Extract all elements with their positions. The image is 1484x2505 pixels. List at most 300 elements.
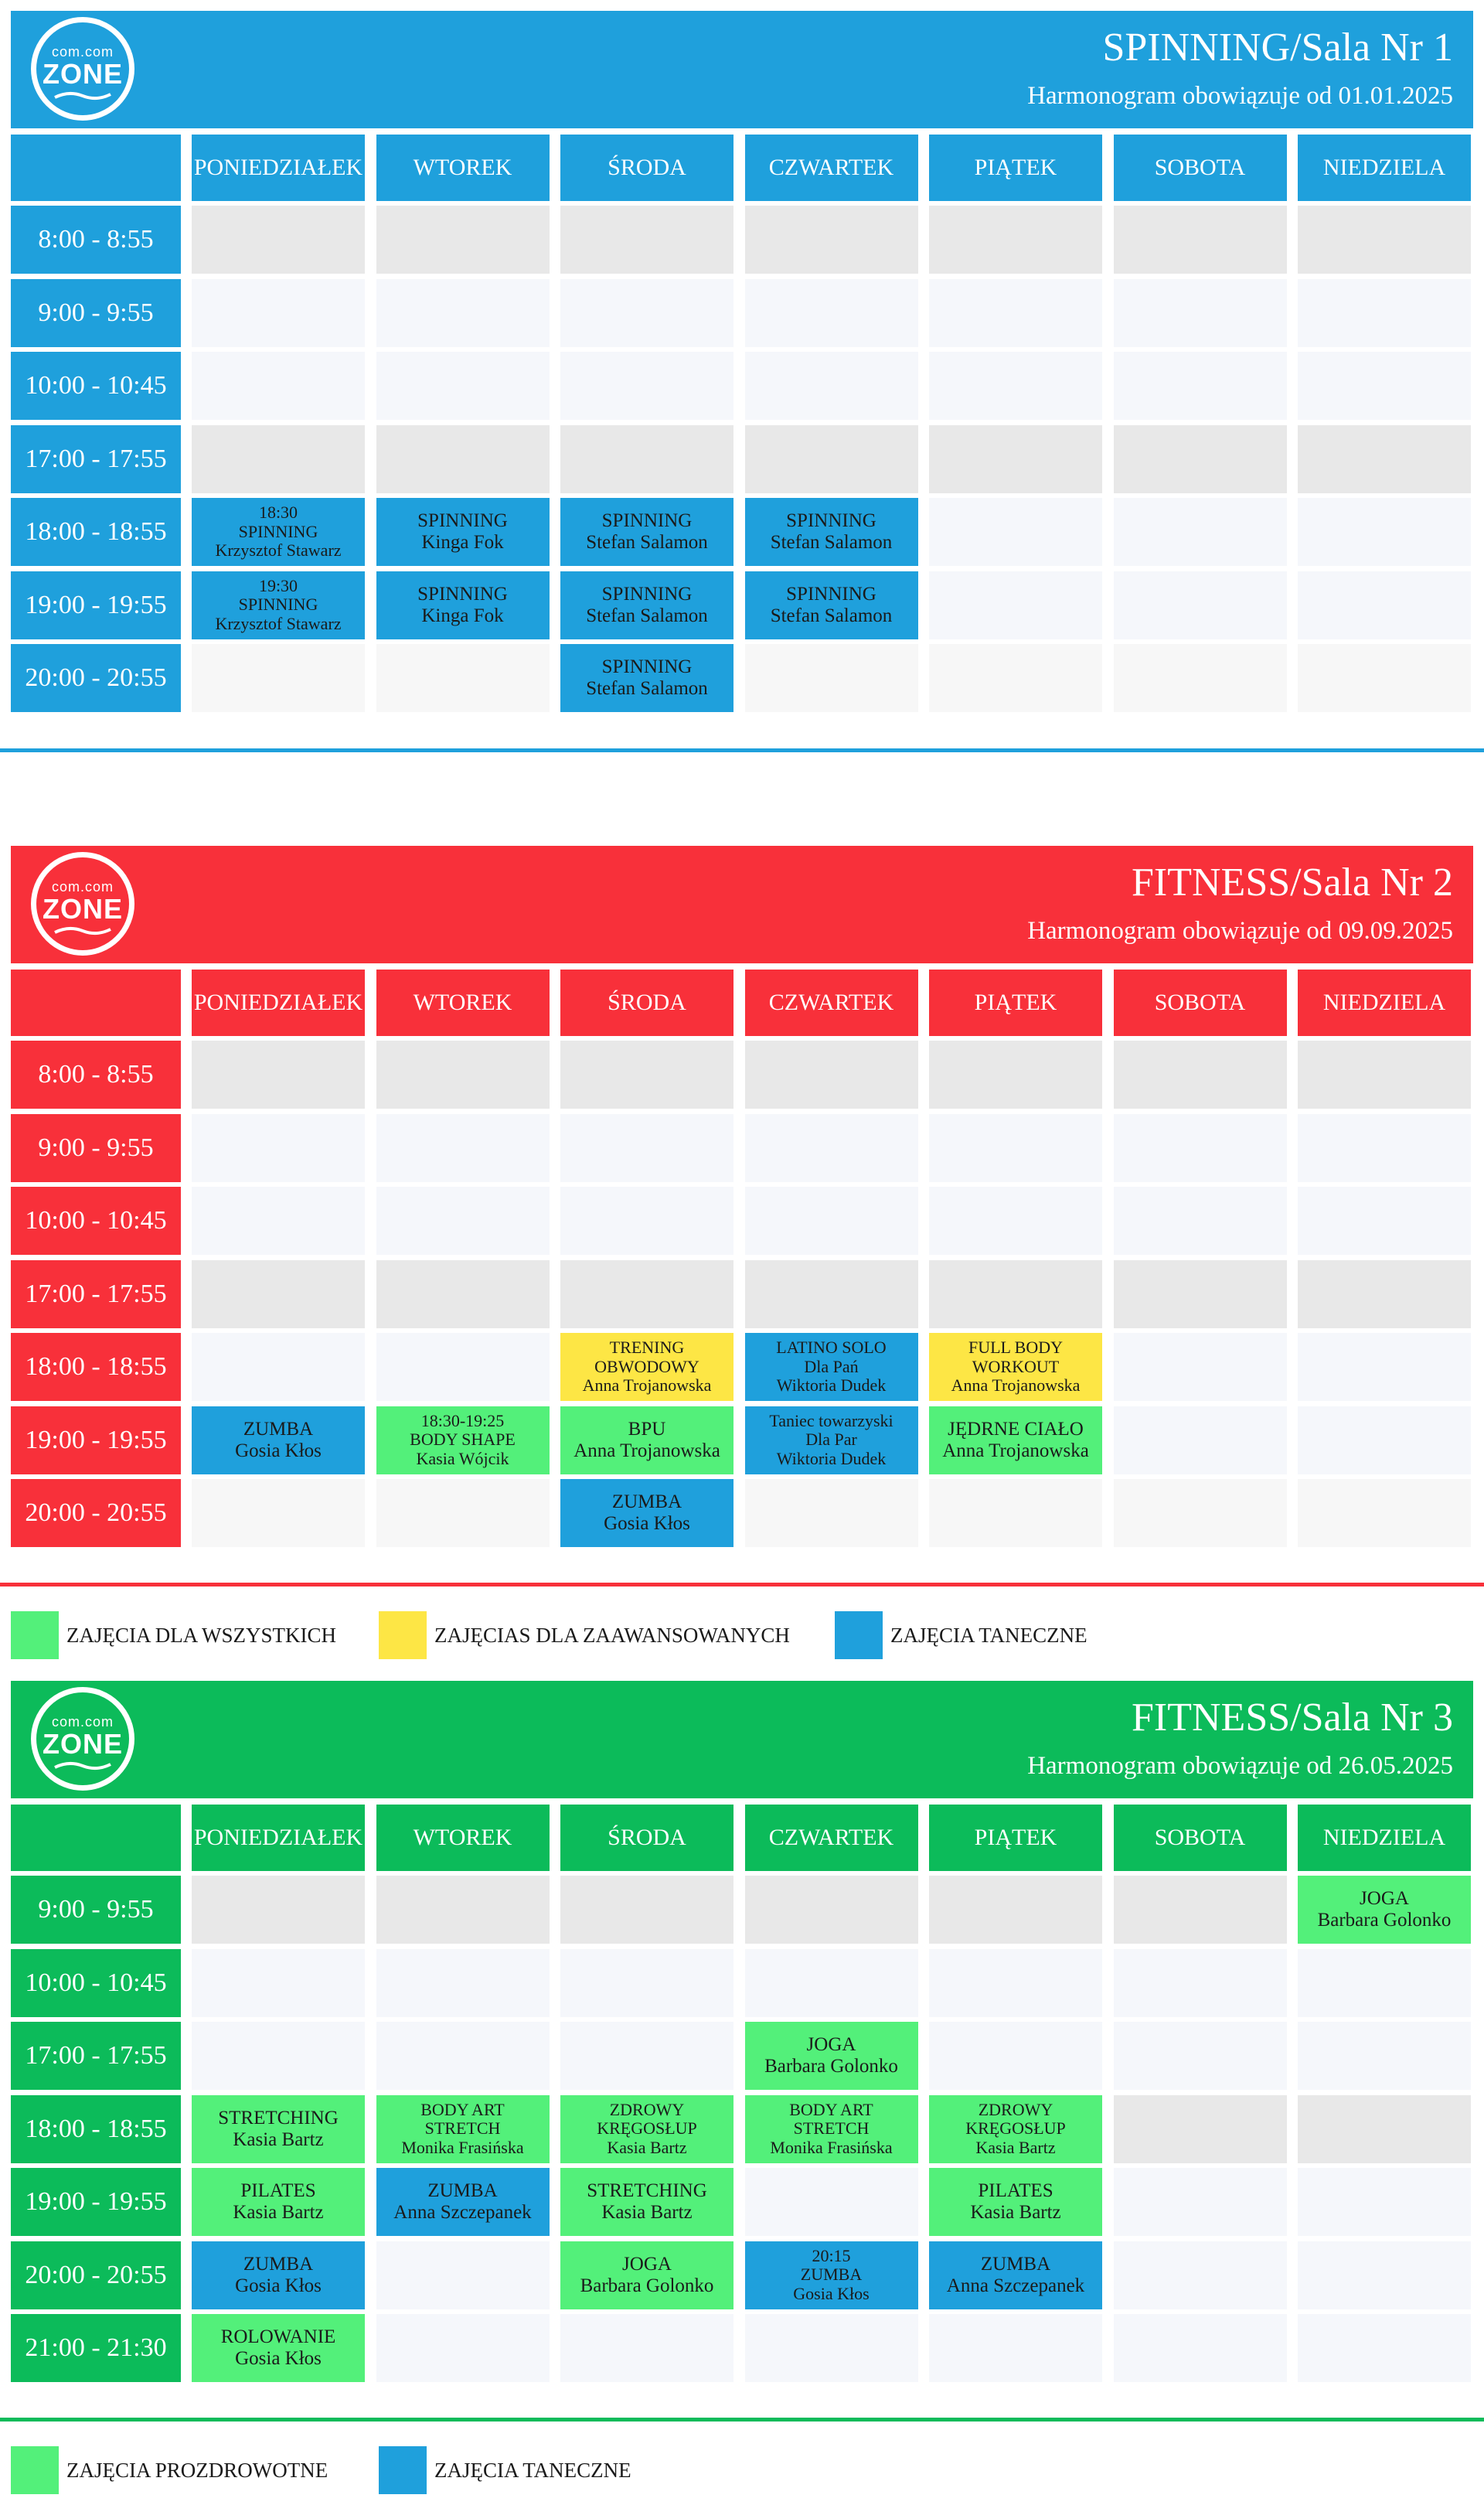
empty-slot bbox=[1114, 2022, 1287, 2090]
class-entry[interactable] bbox=[192, 1406, 365, 1474]
empty-slot bbox=[192, 1114, 365, 1182]
day-header-5: SOBOTA bbox=[1114, 970, 1287, 1036]
empty-slot bbox=[560, 1260, 733, 1328]
empty-slot bbox=[1114, 2095, 1287, 2163]
time-slot: 20:00 - 20:55 bbox=[11, 1479, 181, 1547]
instructor-name: Anna Szczepanek bbox=[393, 2202, 532, 2223]
time-slot: 18:00 - 18:55 bbox=[11, 1333, 181, 1401]
class-detail: OBWODOWY bbox=[594, 1356, 699, 1376]
instructor-name: Stefan Salamon bbox=[586, 678, 708, 699]
empty-slot bbox=[745, 206, 918, 274]
class-entry[interactable] bbox=[376, 498, 550, 566]
class-name: BODY ART bbox=[789, 2099, 873, 2119]
empty-slot bbox=[929, 2314, 1102, 2382]
logo-text-zone: ZONE bbox=[42, 58, 123, 90]
time-slot: 8:00 - 8:55 bbox=[11, 206, 181, 274]
empty-slot bbox=[1114, 2314, 1287, 2382]
empty-slot bbox=[376, 1041, 550, 1109]
day-header-4: PIĄTEK bbox=[929, 135, 1102, 201]
empty-slot bbox=[929, 644, 1102, 712]
empty-slot bbox=[1114, 2168, 1287, 2236]
class-name: 18:30-19:25 bbox=[420, 1410, 505, 1430]
time-slot: 18:00 - 18:55 bbox=[11, 498, 181, 566]
legend-swatch bbox=[379, 2446, 427, 2494]
class-name: PILATES bbox=[978, 2180, 1053, 2201]
empty-slot bbox=[1298, 498, 1471, 566]
instructor-name: Kasia Bartz bbox=[970, 2202, 1061, 2223]
empty-slot bbox=[745, 1260, 918, 1328]
logo-text-zone: ZONE bbox=[42, 893, 123, 925]
empty-slot bbox=[192, 206, 365, 274]
instructor-name: Gosia Kłos bbox=[235, 2275, 322, 2296]
class-detail: SPINNING bbox=[238, 521, 318, 541]
zone-logo bbox=[31, 852, 134, 956]
empty-slot bbox=[376, 644, 550, 712]
class-name: BODY ART bbox=[420, 2099, 505, 2119]
class-entry[interactable] bbox=[560, 2095, 733, 2163]
class-entry[interactable] bbox=[192, 571, 365, 639]
class-detail: ZUMBA bbox=[800, 2265, 863, 2285]
time-slot: 17:00 - 17:55 bbox=[11, 1260, 181, 1328]
class-name: ZUMBA bbox=[243, 1418, 314, 1440]
empty-slot bbox=[560, 1949, 733, 2017]
class-entry[interactable] bbox=[376, 2095, 550, 2163]
empty-slot bbox=[929, 498, 1102, 566]
class-entry[interactable] bbox=[929, 2168, 1102, 2236]
day-header-corner bbox=[11, 1805, 181, 1871]
empty-slot bbox=[1114, 571, 1287, 639]
class-entry[interactable] bbox=[560, 571, 733, 639]
empty-slot bbox=[1114, 2241, 1287, 2309]
empty-slot bbox=[745, 1187, 918, 1255]
empty-slot bbox=[929, 1114, 1102, 1182]
instructor-name: Anna Trojanowska bbox=[582, 1375, 712, 1396]
empty-slot bbox=[192, 1041, 365, 1109]
class-entry[interactable] bbox=[192, 2168, 365, 2236]
instructor-name: Anna Trojanowska bbox=[951, 1375, 1081, 1396]
empty-slot bbox=[1114, 352, 1287, 420]
empty-slot bbox=[376, 1260, 550, 1328]
instructor-name: Barbara Golonko bbox=[1317, 1910, 1452, 1931]
logo-text-zone: ZONE bbox=[42, 1728, 123, 1760]
class-name: 19:30 bbox=[258, 575, 298, 595]
section-divider bbox=[0, 2418, 1484, 2422]
day-header-4: PIĄTEK bbox=[929, 970, 1102, 1036]
empty-slot bbox=[745, 1041, 918, 1109]
class-name: STRETCHING bbox=[587, 2180, 707, 2201]
class-name: Taniec towarzyski bbox=[769, 1410, 893, 1430]
class-detail: BODY SHAPE bbox=[410, 1430, 516, 1450]
day-header-corner bbox=[11, 135, 181, 201]
schedule-header bbox=[11, 846, 1473, 963]
class-entry[interactable] bbox=[745, 2241, 918, 2309]
empty-slot bbox=[1114, 1114, 1287, 1182]
class-name: ZUMBA bbox=[427, 2180, 498, 2201]
class-name: ZDROWY bbox=[978, 2099, 1053, 2119]
instructor-name: Kasia Wójcik bbox=[416, 1448, 509, 1468]
empty-slot bbox=[560, 1041, 733, 1109]
legend-swatch bbox=[379, 1611, 427, 1659]
instructor-name: Stefan Salamon bbox=[770, 532, 893, 553]
empty-slot bbox=[1298, 206, 1471, 274]
empty-slot bbox=[1298, 2314, 1471, 2382]
class-entry[interactable] bbox=[1298, 1876, 1471, 1944]
empty-slot bbox=[192, 644, 365, 712]
empty-slot bbox=[1298, 2168, 1471, 2236]
instructor-name: Gosia Kłos bbox=[604, 1513, 690, 1534]
empty-slot bbox=[560, 2022, 733, 2090]
time-slot: 20:00 - 20:55 bbox=[11, 2241, 181, 2309]
time-slot: 19:00 - 19:55 bbox=[11, 2168, 181, 2236]
empty-slot bbox=[1298, 571, 1471, 639]
time-slot: 18:00 - 18:55 bbox=[11, 2095, 181, 2163]
class-name: JOGA bbox=[622, 2253, 672, 2275]
day-header-6: NIEDZIELA bbox=[1298, 970, 1471, 1036]
empty-slot bbox=[1114, 498, 1287, 566]
instructor-name: Wiktoria Dudek bbox=[776, 1375, 887, 1396]
empty-slot bbox=[192, 279, 365, 347]
class-entry[interactable] bbox=[192, 2095, 365, 2163]
schedule-title: FITNESS/Sala Nr 3 bbox=[1132, 1696, 1453, 1740]
class-detail: STRETCH bbox=[793, 2118, 870, 2139]
time-slot: 9:00 - 9:55 bbox=[11, 279, 181, 347]
empty-slot bbox=[1114, 279, 1287, 347]
empty-slot bbox=[376, 425, 550, 493]
schedule-sala1 bbox=[0, 0, 1484, 835]
empty-slot bbox=[929, 206, 1102, 274]
logo-text-small: com.com bbox=[51, 44, 114, 60]
instructor-name: Gosia Kłos bbox=[793, 2283, 870, 2303]
empty-slot bbox=[929, 352, 1102, 420]
empty-slot bbox=[929, 571, 1102, 639]
empty-slot bbox=[1114, 644, 1287, 712]
class-entry[interactable] bbox=[192, 2314, 365, 2382]
empty-slot bbox=[929, 2022, 1102, 2090]
day-header-3: CZWARTEK bbox=[745, 970, 918, 1036]
empty-slot bbox=[1114, 1876, 1287, 1944]
class-entry[interactable] bbox=[929, 1333, 1102, 1401]
instructor-name: Stefan Salamon bbox=[770, 605, 893, 626]
instructor-name: Kasia Bartz bbox=[607, 2137, 687, 2157]
instructor-name: Stefan Salamon bbox=[586, 532, 708, 553]
day-header-6: NIEDZIELA bbox=[1298, 135, 1471, 201]
schedule-title: FITNESS/Sala Nr 2 bbox=[1132, 861, 1453, 905]
class-name: SPINNING bbox=[417, 510, 508, 531]
legend-swatch bbox=[835, 1611, 883, 1659]
schedule-valid-from: Harmonogram obowiązuje od 26.05.2025 bbox=[1027, 1752, 1453, 1780]
class-entry[interactable] bbox=[929, 2095, 1102, 2163]
empty-slot bbox=[376, 2022, 550, 2090]
instructor-name: Krzysztof Stawarz bbox=[215, 613, 342, 633]
section-divider bbox=[0, 748, 1484, 752]
schedule-title: SPINNING/Sala Nr 1 bbox=[1102, 26, 1453, 70]
empty-slot bbox=[745, 1876, 918, 1944]
empty-slot bbox=[1114, 1949, 1287, 2017]
class-name: LATINO SOLO bbox=[776, 1338, 887, 1358]
empty-slot bbox=[376, 1114, 550, 1182]
class-name: SPINNING bbox=[601, 583, 693, 605]
class-name: ZUMBA bbox=[611, 1491, 682, 1512]
class-entry[interactable] bbox=[929, 2241, 1102, 2309]
class-name: JOGA bbox=[1360, 1888, 1409, 1909]
class-entry[interactable] bbox=[376, 1406, 550, 1474]
class-name: ZUMBA bbox=[980, 2253, 1051, 2275]
class-entry[interactable] bbox=[192, 2241, 365, 2309]
class-detail: WORKOUT bbox=[972, 1356, 1060, 1376]
day-header-0: PONIEDZIAŁEK bbox=[192, 1805, 365, 1871]
instructor-name: Kasia Bartz bbox=[975, 2137, 1056, 2157]
class-name: ZUMBA bbox=[243, 2253, 314, 2275]
time-slot: 19:00 - 19:55 bbox=[11, 571, 181, 639]
class-entry[interactable] bbox=[745, 2095, 918, 2163]
legend-label: ZAJĘCIAS DLA ZAAWANSOWANYCH bbox=[434, 1624, 790, 1647]
instructor-name: Gosia Kłos bbox=[235, 1440, 322, 1461]
empty-slot bbox=[376, 2241, 550, 2309]
instructor-name: Kasia Bartz bbox=[233, 2128, 324, 2150]
time-slot: 9:00 - 9:55 bbox=[11, 1876, 181, 1944]
class-entry[interactable] bbox=[560, 2241, 733, 2309]
day-header-5: SOBOTA bbox=[1114, 1805, 1287, 1871]
legend-label: ZAJĘCIA TANECZNE bbox=[890, 1624, 1087, 1647]
class-name: STRETCHING bbox=[218, 2107, 339, 2128]
empty-slot bbox=[1298, 1479, 1471, 1547]
empty-slot bbox=[1114, 206, 1287, 274]
time-slot: 10:00 - 10:45 bbox=[11, 1187, 181, 1255]
time-slot: 17:00 - 17:55 bbox=[11, 2022, 181, 2090]
empty-slot bbox=[376, 2314, 550, 2382]
section-divider bbox=[0, 1583, 1484, 1586]
empty-slot bbox=[929, 1041, 1102, 1109]
class-name: FULL BODY bbox=[968, 1338, 1064, 1358]
class-entry[interactable] bbox=[929, 1406, 1102, 1474]
class-name: 20:15 bbox=[812, 2245, 851, 2265]
class-entry[interactable] bbox=[745, 2022, 918, 2090]
class-entry[interactable] bbox=[745, 1406, 918, 1474]
class-name: SPINNING bbox=[417, 583, 508, 605]
empty-slot bbox=[929, 1479, 1102, 1547]
instructor-name: Gosia Kłos bbox=[235, 2348, 322, 2369]
empty-slot bbox=[560, 206, 733, 274]
empty-slot bbox=[745, 1949, 918, 2017]
class-entry[interactable] bbox=[376, 2168, 550, 2236]
empty-slot bbox=[929, 1876, 1102, 1944]
empty-slot bbox=[192, 1333, 365, 1401]
empty-slot bbox=[1298, 1260, 1471, 1328]
empty-slot bbox=[192, 2022, 365, 2090]
empty-slot bbox=[1298, 425, 1471, 493]
schedule-header bbox=[11, 1681, 1473, 1798]
class-name: 18:30 bbox=[258, 503, 298, 523]
class-detail: Dla Pań bbox=[804, 1356, 859, 1376]
empty-slot bbox=[1114, 1187, 1287, 1255]
instructor-name: Barbara Golonko bbox=[764, 2056, 898, 2077]
class-detail: KRĘGOSŁUP bbox=[597, 2118, 697, 2139]
empty-slot bbox=[376, 1479, 550, 1547]
legend-swatch bbox=[11, 1611, 59, 1659]
class-detail: SPINNING bbox=[238, 595, 318, 615]
day-header-1: WTOREK bbox=[376, 1805, 550, 1871]
legend-label: ZAJĘCIA DLA WSZYSTKICH bbox=[66, 1624, 337, 1647]
instructor-name: Kasia Bartz bbox=[601, 2202, 693, 2223]
class-entry[interactable] bbox=[560, 644, 733, 712]
time-slot: 21:00 - 21:30 bbox=[11, 2314, 181, 2382]
empty-slot bbox=[192, 425, 365, 493]
empty-slot bbox=[745, 425, 918, 493]
zone-logo bbox=[31, 17, 134, 121]
day-header-0: PONIEDZIAŁEK bbox=[192, 135, 365, 201]
time-slot: 9:00 - 9:55 bbox=[11, 1114, 181, 1182]
instructor-name: Stefan Salamon bbox=[586, 605, 708, 626]
empty-slot bbox=[192, 1187, 365, 1255]
legend-label: ZAJĘCIA TANECZNE bbox=[434, 2459, 631, 2482]
empty-slot bbox=[192, 1260, 365, 1328]
empty-slot bbox=[1298, 1406, 1471, 1474]
empty-slot bbox=[1114, 1479, 1287, 1547]
instructor-name: Kinga Fok bbox=[421, 605, 504, 626]
empty-slot bbox=[745, 2168, 918, 2236]
class-name: SPINNING bbox=[786, 510, 876, 531]
class-entry[interactable] bbox=[560, 1406, 733, 1474]
class-name: TRENING bbox=[609, 1338, 685, 1358]
empty-slot bbox=[192, 352, 365, 420]
schedule-valid-from: Harmonogram obowiązuje od 01.01.2025 bbox=[1027, 82, 1453, 110]
empty-slot bbox=[192, 1949, 365, 2017]
empty-slot bbox=[376, 1949, 550, 2017]
class-name: PILATES bbox=[240, 2180, 316, 2201]
empty-slot bbox=[376, 1333, 550, 1401]
instructor-name: Barbara Golonko bbox=[580, 2275, 714, 2296]
instructor-name: Monika Frasińska bbox=[770, 2137, 893, 2157]
empty-slot bbox=[1298, 1041, 1471, 1109]
empty-slot bbox=[560, 425, 733, 493]
day-header-0: PONIEDZIAŁEK bbox=[192, 970, 365, 1036]
logo-wave-icon bbox=[53, 90, 112, 101]
empty-slot bbox=[560, 1114, 733, 1182]
empty-slot bbox=[745, 279, 918, 347]
schedule-sala3 bbox=[0, 1670, 1484, 2505]
empty-slot bbox=[560, 1876, 733, 1944]
time-slot: 17:00 - 17:55 bbox=[11, 425, 181, 493]
empty-slot bbox=[929, 1949, 1102, 2017]
class-name: SPINNING bbox=[786, 583, 876, 605]
class-name: JĘDRNE CIAŁO bbox=[948, 1418, 1084, 1440]
class-detail: Dla Par bbox=[805, 1430, 857, 1450]
schedule-header bbox=[11, 11, 1473, 128]
class-entry[interactable] bbox=[376, 571, 550, 639]
empty-slot bbox=[745, 1479, 918, 1547]
day-header-2: ŚRODA bbox=[560, 1805, 733, 1871]
day-header-5: SOBOTA bbox=[1114, 135, 1287, 201]
empty-slot bbox=[376, 206, 550, 274]
time-slot: 8:00 - 8:55 bbox=[11, 1041, 181, 1109]
empty-slot bbox=[1114, 425, 1287, 493]
empty-slot bbox=[1298, 644, 1471, 712]
class-name: ZDROWY bbox=[609, 2099, 685, 2119]
empty-slot bbox=[560, 352, 733, 420]
day-header-2: ŚRODA bbox=[560, 135, 733, 201]
empty-slot bbox=[1298, 2241, 1471, 2309]
class-name: BPU bbox=[628, 1418, 666, 1440]
empty-slot bbox=[929, 279, 1102, 347]
class-detail: STRETCH bbox=[424, 2118, 501, 2139]
class-name: JOGA bbox=[806, 2034, 856, 2055]
empty-slot bbox=[376, 352, 550, 420]
empty-slot bbox=[192, 1876, 365, 1944]
instructor-name: Wiktoria Dudek bbox=[776, 1448, 887, 1468]
class-name: SPINNING bbox=[601, 510, 693, 531]
empty-slot bbox=[560, 1187, 733, 1255]
class-entry[interactable] bbox=[560, 498, 733, 566]
logo-text-small: com.com bbox=[51, 1714, 114, 1730]
empty-slot bbox=[1114, 1260, 1287, 1328]
schedule-sala2 bbox=[0, 835, 1484, 1670]
class-entry[interactable] bbox=[560, 2168, 733, 2236]
class-entry[interactable] bbox=[745, 571, 918, 639]
empty-slot bbox=[1298, 279, 1471, 347]
instructor-name: Anna Szczepanek bbox=[946, 2275, 1085, 2296]
instructor-name: Kinga Fok bbox=[421, 532, 504, 553]
empty-slot bbox=[745, 644, 918, 712]
empty-slot bbox=[1298, 2022, 1471, 2090]
time-slot: 20:00 - 20:55 bbox=[11, 644, 181, 712]
day-header-1: WTOREK bbox=[376, 970, 550, 1036]
class-entry[interactable] bbox=[560, 1479, 733, 1547]
empty-slot bbox=[376, 1187, 550, 1255]
empty-slot bbox=[929, 1260, 1102, 1328]
day-header-2: ŚRODA bbox=[560, 970, 733, 1036]
legend-swatch bbox=[11, 2446, 59, 2494]
class-entry[interactable] bbox=[192, 498, 365, 566]
class-entry[interactable] bbox=[745, 1333, 918, 1401]
instructor-name: Anna Trojanowska bbox=[574, 1440, 720, 1461]
day-header-corner bbox=[11, 970, 181, 1036]
empty-slot bbox=[560, 279, 733, 347]
class-name: SPINNING bbox=[601, 656, 693, 677]
empty-slot bbox=[192, 1479, 365, 1547]
empty-slot bbox=[376, 279, 550, 347]
class-name: ROLOWANIE bbox=[220, 2326, 336, 2347]
class-entry[interactable] bbox=[560, 1333, 733, 1401]
empty-slot bbox=[376, 1876, 550, 1944]
schedule-valid-from: Harmonogram obowiązuje od 09.09.2025 bbox=[1027, 917, 1453, 945]
class-detail: KRĘGOSŁUP bbox=[965, 2118, 1066, 2139]
empty-slot bbox=[560, 2314, 733, 2382]
empty-slot bbox=[745, 2314, 918, 2382]
empty-slot bbox=[1298, 1333, 1471, 1401]
day-header-1: WTOREK bbox=[376, 135, 550, 201]
empty-slot bbox=[929, 425, 1102, 493]
empty-slot bbox=[1298, 2095, 1471, 2163]
time-slot: 19:00 - 19:55 bbox=[11, 1406, 181, 1474]
day-header-3: CZWARTEK bbox=[745, 135, 918, 201]
day-header-6: NIEDZIELA bbox=[1298, 1805, 1471, 1871]
empty-slot bbox=[929, 1187, 1102, 1255]
time-slot: 10:00 - 10:45 bbox=[11, 352, 181, 420]
class-entry[interactable] bbox=[745, 498, 918, 566]
empty-slot bbox=[1298, 352, 1471, 420]
empty-slot bbox=[1298, 1114, 1471, 1182]
instructor-name: Monika Frasińska bbox=[401, 2137, 524, 2157]
instructor-name: Kasia Bartz bbox=[233, 2202, 324, 2223]
empty-slot bbox=[1298, 1949, 1471, 2017]
empty-slot bbox=[1114, 1406, 1287, 1474]
instructor-name: Anna Trojanowska bbox=[942, 1440, 1089, 1461]
time-slot: 10:00 - 10:45 bbox=[11, 1949, 181, 2017]
empty-slot bbox=[1298, 1187, 1471, 1255]
instructor-name: Krzysztof Stawarz bbox=[215, 540, 342, 561]
zone-logo bbox=[31, 1687, 134, 1791]
empty-slot bbox=[745, 352, 918, 420]
